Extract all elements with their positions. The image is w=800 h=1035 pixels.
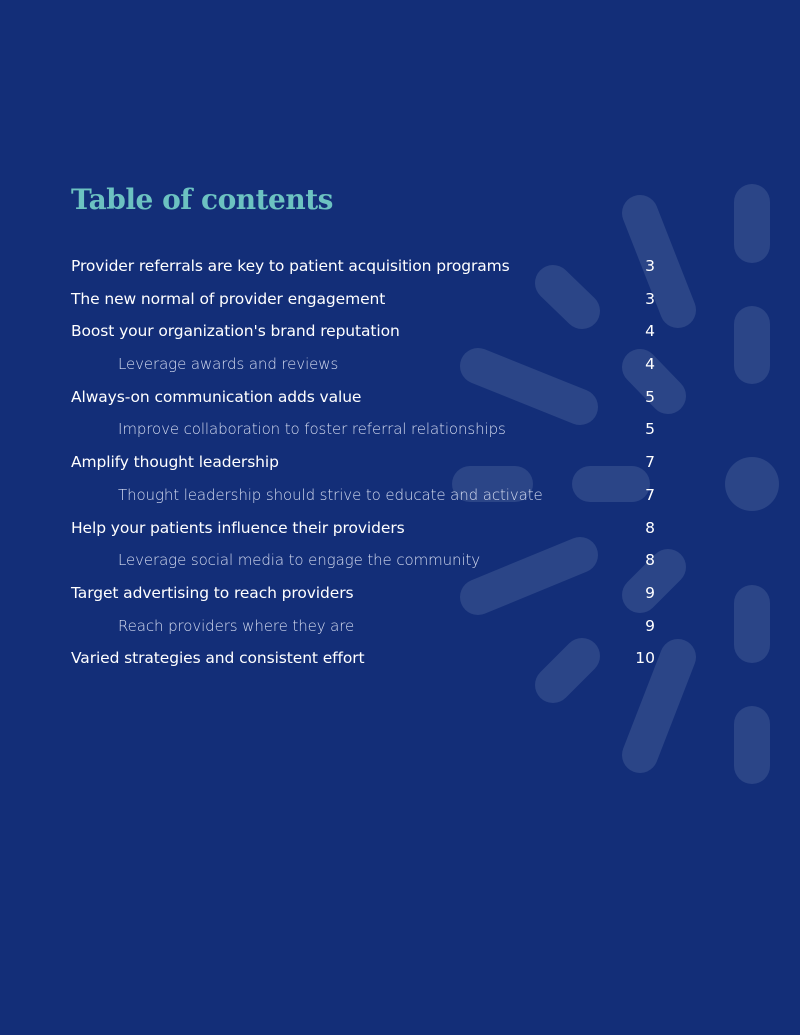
toc-entry[interactable] [71, 286, 655, 319]
toc-subentry[interactable] [71, 416, 655, 449]
toc-entry[interactable] [71, 384, 655, 417]
toc-subentry-label: Thought leadership should strive to educate and activate [118, 485, 543, 504]
toc-page-number: 7 [645, 485, 655, 504]
toc-entry-label: Target advertising to reach providers [71, 583, 354, 602]
toc-subentry[interactable] [71, 351, 655, 384]
toc-entry[interactable] [71, 645, 655, 678]
toc-page-number: 7 [645, 453, 655, 472]
toc-page-number: 8 [645, 518, 655, 537]
toc-entry-label: Provider referrals are key to patient acquisition programs [71, 257, 510, 275]
toc-subentry-label: Leverage awards and reviews [118, 355, 339, 374]
toc-entry[interactable] [71, 449, 655, 482]
toc-subentry[interactable] [71, 547, 655, 580]
table-of-contents [71, 253, 655, 678]
toc-page-number: 8 [645, 551, 655, 570]
toc-entry-label: Amplify thought leadership [71, 453, 279, 472]
page-title: Table of contents [71, 183, 333, 216]
toc-entry[interactable] [71, 253, 655, 286]
toc-page-number: 4 [645, 355, 655, 374]
toc-subentry[interactable] [71, 613, 655, 646]
toc-entry-label: Varied strategies and consistent effort [71, 649, 365, 668]
toc-subentry-label: Improve collaboration to foster referral relationships [118, 420, 506, 439]
toc-page-number: 9 [645, 583, 655, 602]
toc-subentry-label: Leverage social media to engage the community [118, 551, 481, 570]
toc-page-number: 10 [635, 649, 655, 668]
toc-subentry-label: Reach providers where they are [118, 616, 355, 635]
decor-dot [725, 457, 779, 511]
toc-page-number: 3 [645, 257, 655, 275]
toc-entry-label: Always-on communication adds value [71, 387, 362, 406]
toc-entry[interactable] [71, 515, 655, 548]
toc-page-number: 3 [645, 289, 655, 308]
toc-page-number: 5 [645, 420, 655, 439]
toc-entry[interactable] [71, 318, 655, 351]
toc-entry-label: Boost your organization's brand reputation [71, 322, 400, 341]
toc-entry-label: The new normal of provider engagement [71, 289, 386, 308]
toc-subentry[interactable] [71, 482, 655, 515]
toc-page-number: 4 [645, 322, 655, 341]
toc-entry-label: Help your patients influence their providers [71, 518, 405, 537]
toc-entry[interactable] [71, 580, 655, 613]
toc-page-number: 9 [645, 616, 655, 635]
toc-page-number: 5 [645, 387, 655, 406]
